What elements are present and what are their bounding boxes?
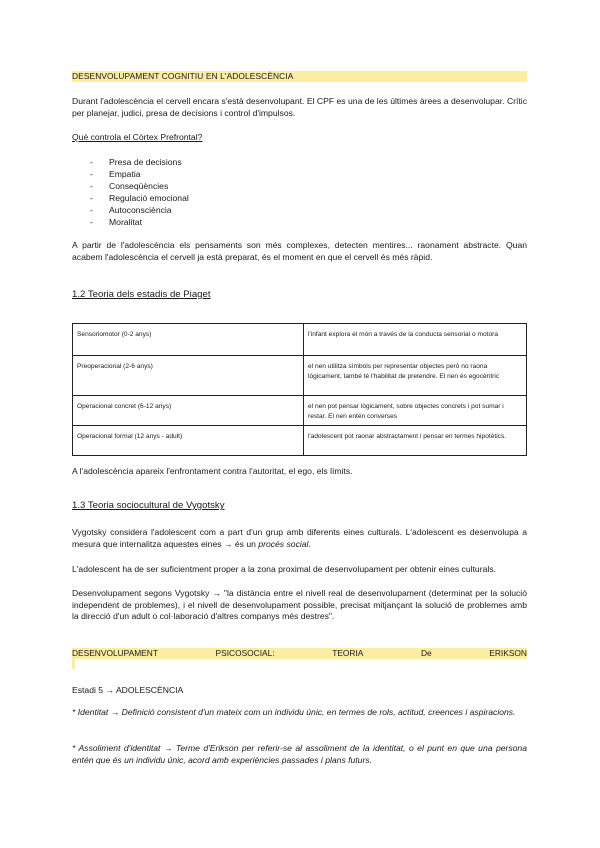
cpf-controls-list xyxy=(72,156,372,228)
stage-description-cell: el nen pot pensar lògicament, sobre objectes concrets i pot sumar i restar. El nen entén converses xyxy=(304,396,527,426)
erikson-title-word: PSICOSOCIAL: xyxy=(215,648,275,658)
list-item: - Conseqüències xyxy=(72,180,372,192)
stage-cell: Sensoriomotor (0-2 anys) xyxy=(73,324,304,356)
section-title-cognitive: DESENVOLUPAMENT COGNITIU EN L'ADOLESCÈNCIA xyxy=(72,71,527,82)
vygotsky-heading: 1.3 Teoria sociocultural de Vygotsky xyxy=(72,500,225,511)
erikson-title-word: TEORIA xyxy=(332,648,364,658)
erikson-title xyxy=(72,648,527,659)
definition-identity: * Identitat → Definició consistent d'un mateix com un individu únic, en termes de rols, actitud, creences i aspiracions. xyxy=(72,707,516,717)
list-item: - Presa de decisions xyxy=(72,156,372,168)
vygotsky-paragraph-2: L'adolescent ha de ser suficientment proper a la zona proximal de desenvolupament per obtenir eines culturals. xyxy=(72,564,496,574)
vygotsky-p1-italic: procés social xyxy=(258,538,309,549)
list-item: - Empatia xyxy=(72,168,372,180)
vygotsky-paragraph-1 xyxy=(72,527,527,550)
table-row xyxy=(73,356,527,396)
vygotsky-p1-text: Vygotsky considera l'adolescent com a part d'un grup amb diferents eines culturals. L'adolescent es desenvolupa a mesura que internalitza aquestes eines → és un xyxy=(72,527,527,549)
stage-cell: Operacional concret (6-12 anys) xyxy=(73,396,304,426)
definition-identity-achievement: * Assoliment d'identitat → Terme d'Erikson per referir-se al assoliment de la identitat, o el punt en que una persona entén que és un individu únic, acord amb experiències passades i plans futurs. xyxy=(72,743,527,765)
intro-paragraph: Durant l'adolescència el cervell encara s'està desenvolupant. El CPF es una de les últimes àrees a desenvolupar. Crític per planejar, judici, presa de decisions i control d'impulsos. xyxy=(72,96,527,118)
stage-description-cell: l'adolescent pot raonar abstractament i pensar en termes hipotètics. xyxy=(304,426,527,456)
list-item: - Regulació emocional xyxy=(72,192,372,204)
cpf-question: Què controla el Còrtex Prefrontal? xyxy=(72,132,203,142)
table-row xyxy=(73,396,527,426)
erikson-title-word: ERIKSON xyxy=(489,648,527,658)
erikson-title-word: DESENVOLUPAMENT xyxy=(72,648,158,658)
stage-cell: Operacional formal (12 anys - adult) xyxy=(73,426,304,456)
erikson-title-block xyxy=(72,648,527,669)
list-item: - Autoconsciència xyxy=(72,204,372,216)
stage-description-cell: l'infant explora el món a través de la conducta sensorial o motora xyxy=(304,324,527,356)
after-list-paragraph: A partir de l'adolescència els pensaments son més complexes, detecten mentires... raonament abstracte. Quan acabem l'adolescència el cervell ja està preparat, és el moment en que el cervell és més ràpid. xyxy=(72,240,527,262)
stage-description-cell: el nen utilitza símbols per representar objectes però no raona lògicament, també té l'habilitat de pretendre. El nen és egocèntric xyxy=(304,356,527,396)
list-item: - Moralitat xyxy=(72,216,372,228)
highlight-continuation xyxy=(72,659,75,669)
erikson-title-word: De xyxy=(420,648,432,658)
stage-cell: Preoperacional (2-6 anys) xyxy=(73,356,304,396)
erikson-stage: Estadi 5 → ADOLESCÈNCIA xyxy=(72,685,184,695)
table-row xyxy=(73,426,527,456)
table-row xyxy=(73,324,527,356)
after-table-paragraph: A l'adolescència apareix l'enfrontament contra l'autoritat, el ego, els límits. xyxy=(72,466,353,476)
piaget-heading: 1.2 Teoria dels estadis de Piaget xyxy=(72,289,211,300)
vygotsky-p1-end: . xyxy=(308,538,311,549)
vygotsky-paragraph-3: Desenvolupament segons Vygotsky → "la distància entre el nivell real de desenvolupament (determinat per la solució independent de problemes), i el nivell de desenvolupament possible, precisat mitjançant la solució de problemes amb la direcció d'un adult o col·laboració d'altres companys més destres". xyxy=(72,588,527,622)
piaget-stages-table xyxy=(72,323,527,456)
